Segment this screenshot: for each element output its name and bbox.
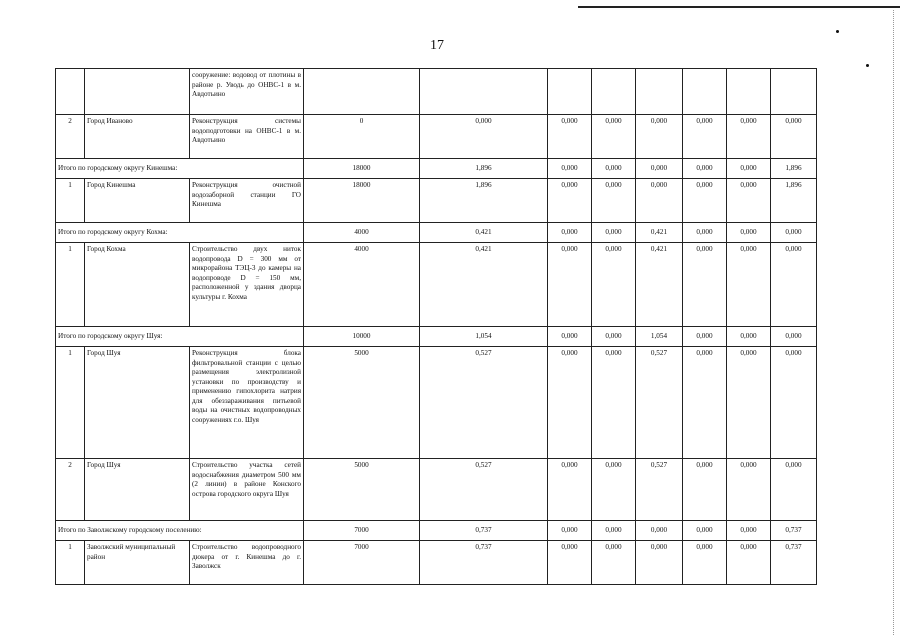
subtotal-row <box>56 223 817 243</box>
value-cell: 0,000 <box>636 115 683 159</box>
value-cell: 0,000 <box>548 347 592 459</box>
value-cell: 0,000 <box>636 521 683 541</box>
value-cell: 0,527 <box>636 459 683 521</box>
value-cell: 0,000 <box>771 115 817 159</box>
subtotal-label: Итого по Заволжскому городскому поселению: <box>56 521 304 541</box>
value-cell: 1,054 <box>636 327 683 347</box>
value-cell <box>548 69 592 115</box>
value-cell: 5000 <box>304 347 420 459</box>
value-cell: 0,000 <box>548 541 592 585</box>
value-cell: 0,000 <box>683 179 727 223</box>
value-cell: 1,896 <box>420 179 548 223</box>
value-cell: 0,527 <box>636 347 683 459</box>
value-cell: 18000 <box>304 179 420 223</box>
value-cell: 0,000 <box>592 179 636 223</box>
value-cell: 0,000 <box>727 459 771 521</box>
value-cell: 0,000 <box>727 521 771 541</box>
value-cell: 0,000 <box>771 223 817 243</box>
value-cell: 4000 <box>304 223 420 243</box>
row-number: 1 <box>56 541 85 585</box>
value-cell: 7000 <box>304 541 420 585</box>
project-description: Строительство двух ниток водопровода D = 300 мм от микрорайона ТЭЦ-3 до камеры на водопроводе D = 150 мм, расположенной у здания дворца культуры г. Кохма <box>190 243 304 327</box>
project-description: Строительство участка сетей водоснабжения диаметром 500 мм (2 линии) в районе Конского острова городского округа Шуя <box>190 459 304 521</box>
subtotal-row <box>56 159 817 179</box>
value-cell: 0,527 <box>420 459 548 521</box>
subtotal-row <box>56 327 817 347</box>
value-cell: 0,000 <box>683 115 727 159</box>
subtotal-label: Итого по городскому округу Кохма: <box>56 223 304 243</box>
project-description: Реконструкция системы водоподготовки на ОНВС-1 в м. Авдотьино <box>190 115 304 159</box>
value-cell: 0,000 <box>548 521 592 541</box>
value-cell: 0,000 <box>548 179 592 223</box>
value-cell: 0,000 <box>592 521 636 541</box>
value-cell <box>304 69 420 115</box>
value-cell: 0,000 <box>771 459 817 521</box>
project-description: Реконструкция очистной водозаборной станции ГО Кинешма <box>190 179 304 223</box>
value-cell: 0,000 <box>592 347 636 459</box>
value-cell: 7000 <box>304 521 420 541</box>
value-cell: 0,000 <box>592 159 636 179</box>
value-cell: 10000 <box>304 327 420 347</box>
row-number: 2 <box>56 459 85 521</box>
value-cell: 0,000 <box>727 327 771 347</box>
value-cell: 0,421 <box>420 243 548 327</box>
value-cell: 0,000 <box>592 243 636 327</box>
value-cell: 0,000 <box>727 347 771 459</box>
row-number: 1 <box>56 347 85 459</box>
value-cell: 0,000 <box>683 243 727 327</box>
value-cell: 0,000 <box>771 347 817 459</box>
value-cell: 4000 <box>304 243 420 327</box>
value-cell: 0,000 <box>683 223 727 243</box>
value-cell: 0,000 <box>727 243 771 327</box>
value-cell: 1,896 <box>771 159 817 179</box>
table-row <box>56 459 817 521</box>
investment-table <box>55 68 817 585</box>
value-cell: 0,000 <box>592 223 636 243</box>
municipality-name: Город Шуя <box>85 459 190 521</box>
row-number: 2 <box>56 115 85 159</box>
value-cell: 0,000 <box>727 223 771 243</box>
value-cell: 0,000 <box>683 459 727 521</box>
value-cell: 0,000 <box>548 115 592 159</box>
value-cell: 0,000 <box>548 327 592 347</box>
value-cell: 0,000 <box>592 541 636 585</box>
value-cell: 0,000 <box>771 327 817 347</box>
value-cell <box>771 69 817 115</box>
subtotal-row <box>56 521 817 541</box>
value-cell: 5000 <box>304 459 420 521</box>
right-edge-rule <box>893 10 895 635</box>
municipality-name <box>85 69 190 115</box>
municipality-name: Город Иваново <box>85 115 190 159</box>
subtotal-label: Итого по городскому округу Кинешма: <box>56 159 304 179</box>
value-cell: 0,000 <box>727 541 771 585</box>
value-cell: 0,000 <box>771 243 817 327</box>
value-cell: 0,000 <box>548 159 592 179</box>
value-cell <box>420 69 548 115</box>
value-cell: 0,000 <box>683 541 727 585</box>
value-cell <box>592 69 636 115</box>
value-cell: 0,000 <box>636 541 683 585</box>
table-row <box>56 243 817 327</box>
value-cell: 0,421 <box>420 223 548 243</box>
page-number: 17 <box>430 38 444 53</box>
value-cell: 0,737 <box>420 521 548 541</box>
value-cell: 0,000 <box>548 243 592 327</box>
table-body <box>56 69 817 585</box>
value-cell: 0,737 <box>771 521 817 541</box>
top-rule <box>578 6 900 8</box>
value-cell: 0,000 <box>548 223 592 243</box>
scan-speck <box>836 30 839 33</box>
municipality-name: Город Шуя <box>85 347 190 459</box>
project-description: Строительство водопроводного дюкера от г. Кинешма до г. Заволжск <box>190 541 304 585</box>
value-cell: 0,000 <box>727 159 771 179</box>
value-cell: 1,896 <box>771 179 817 223</box>
row-number: 1 <box>56 179 85 223</box>
value-cell: 0,737 <box>420 541 548 585</box>
value-cell: 0,000 <box>683 347 727 459</box>
value-cell: 0,000 <box>727 179 771 223</box>
value-cell: 0,000 <box>683 327 727 347</box>
value-cell: 0,737 <box>771 541 817 585</box>
table-row <box>56 347 817 459</box>
value-cell: 1,054 <box>420 327 548 347</box>
municipality-name: Город Кинешма <box>85 179 190 223</box>
table-row <box>56 115 817 159</box>
value-cell: 0,527 <box>420 347 548 459</box>
row-number <box>56 69 85 115</box>
value-cell: 0,000 <box>636 159 683 179</box>
subtotal-label: Итого по городскому округу Шуя: <box>56 327 304 347</box>
value-cell: 0,000 <box>592 327 636 347</box>
value-cell: 0,000 <box>592 115 636 159</box>
value-cell: 0,000 <box>683 521 727 541</box>
municipality-name: Город Кохма <box>85 243 190 327</box>
table-row <box>56 69 817 115</box>
value-cell: 0,000 <box>683 159 727 179</box>
value-cell <box>727 69 771 115</box>
value-cell: 0,000 <box>420 115 548 159</box>
value-cell: 0,000 <box>592 459 636 521</box>
value-cell: 0,000 <box>727 115 771 159</box>
scan-speck <box>866 64 869 67</box>
value-cell <box>636 69 683 115</box>
table-row <box>56 541 817 585</box>
value-cell: 0,000 <box>548 459 592 521</box>
value-cell: 0,421 <box>636 243 683 327</box>
value-cell: 1,896 <box>420 159 548 179</box>
row-number: 1 <box>56 243 85 327</box>
table-row <box>56 179 817 223</box>
project-description: сооружение: водовод от плотины в районе р. Уводь до ОНВС-1 в м. Авдотьино <box>190 69 304 115</box>
project-description: Реконструкция блока фильтровальной станции с целью размещения электролизной установки по производству и применению гипохлорита натрия для обеззараживания питьевой воды на очистных водопроводных сооружениях г.о. Шуя <box>190 347 304 459</box>
value-cell: 0,000 <box>636 179 683 223</box>
municipality-name: Заволжский муниципальный район <box>85 541 190 585</box>
value-cell: 0,421 <box>636 223 683 243</box>
value-cell: 18000 <box>304 159 420 179</box>
value-cell <box>683 69 727 115</box>
value-cell: 0 <box>304 115 420 159</box>
